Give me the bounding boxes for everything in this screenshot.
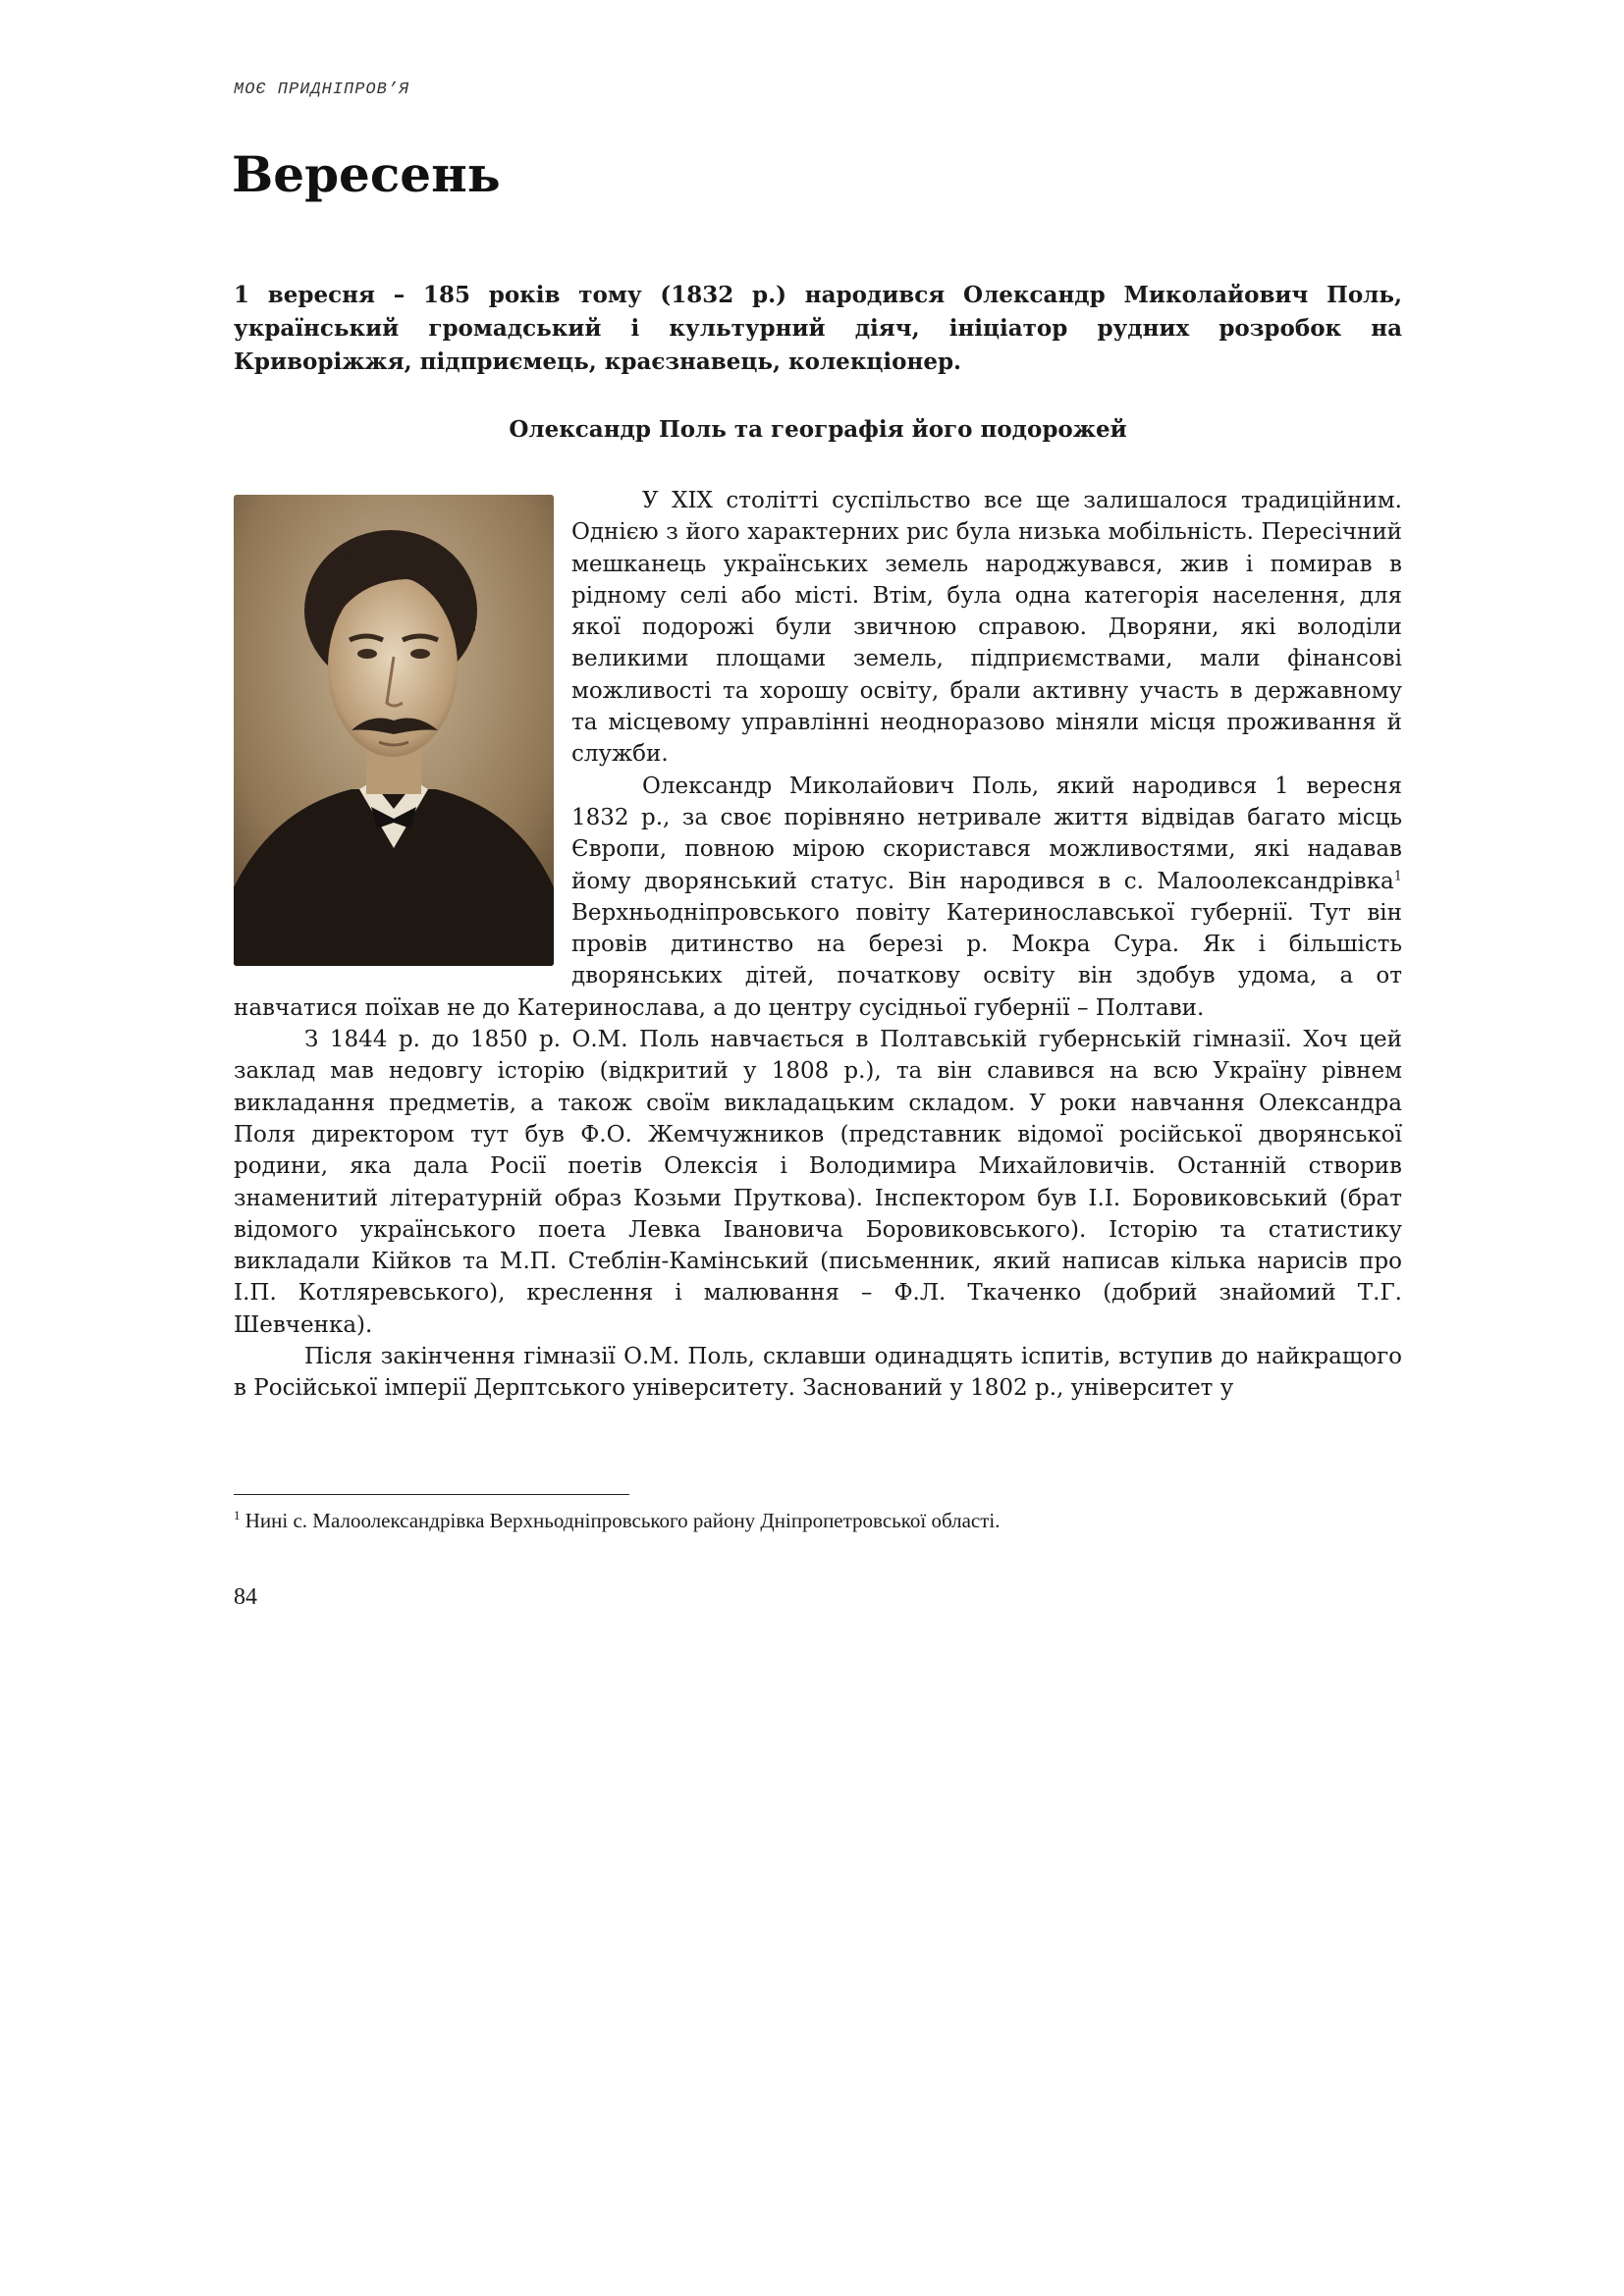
footnote-reference: 1 [1393, 868, 1402, 883]
footnote-number: 1 [234, 1508, 241, 1522]
paragraph-1: У XIX столітті суспільство все ще залишалося традиційним. Однією з його характерних рис була низька мобільність. Пересічний мешканець українських земель народжувався, жив і помирав в рідному селі або місті. Втім, була одна категорія населення, для якої подорожі були звичною справою. Дворяни, які володіли великими площами земель, підприємствами, мали фінансові можливості та хорошу освіту, брали активну участь в державному та місцевому управлінні неодноразово міняли місця проживання й служби. [571, 488, 1402, 768]
page-title: Вересень [232, 145, 501, 203]
paragraph-4: Після закінчення гімназії О.М. Поль, склавши одинадцять іспитів, вступив до найкращого в Російської імперії Дерптського університету. Заснований у 1802 р., університет у [234, 1344, 1402, 1402]
lead-paragraph: 1 вересня – 185 років тому (1832 р.) народився Олександр Миколайович Поль, український громадський і культурний діяч, ініціатор рудних розробок на Криворіжжя, підприємець, краєзнавець, колекціонер. [234, 282, 1402, 375]
paragraph-3: З 1844 р. до 1850 р. О.М. Поль навчається в Полтавській губернській гімназії. Хоч цей заклад мав недовгу історію (відкритий у 1808 р.), та він славився на всю Україну рівнем викладання предметів, а також своїм викладацьким складом. У роки навчання Олександра Поля директором тут був Ф.О. Жемчужников (представник відомої російської дворянської родини, яка дала Росії поетів Олексія і Володимира Михайловичів. Останній створив знаменитий літературній образ Козьми Пруткова). Інспектором був І.І. Боровиковський (брат відомого українського поета Левка Івановича Боровиковського). Історію та статистику викладали Кійков та М.П. Стеблін-Камінський (письменник, який написав кілька нарисів про І.П. Котляревського), креслення і малювання – Ф.Л. Ткаченко (добрий знайомий Т.Г. Шевченка). [234, 1027, 1402, 1338]
footnote-divider [234, 1494, 629, 1495]
article-heading: Олександр Поль та географія його подорожей [509, 416, 1127, 443]
page-number: 84 [234, 1584, 257, 1610]
footnote-text: Нині с. Малоолександрівка Верхньодніпровського району Дніпропетровської області. [240, 1509, 1001, 1532]
running-header: МОЄ ПРИДНІПРОВ’Я [234, 80, 410, 99]
article-body [234, 485, 1402, 1405]
paragraph-2-part-1: Олександр Миколайович Поль, який народився 1 вересня 1832 р., за своє порівняно нетривале життя відвідав багато місць Європи, повною мірою скористався можливостями, які надавав йому дворянський статус. Він народився в с. Малоолександрівка [571, 773, 1402, 894]
paragraph-2-part-2: Верхньодніпровського повіту Катеринославської губернії. Тут він провів дитинство на березі р. Мокра Сура. Як і більшість дворянських дітей, початкову освіту він здобув удома, а от навчатися поїхав не до Катеринослава, а до центру сусідньої губернії – Полтави. [234, 899, 1402, 1021]
portrait-image [234, 495, 554, 966]
footnote [234, 1508, 1402, 1533]
